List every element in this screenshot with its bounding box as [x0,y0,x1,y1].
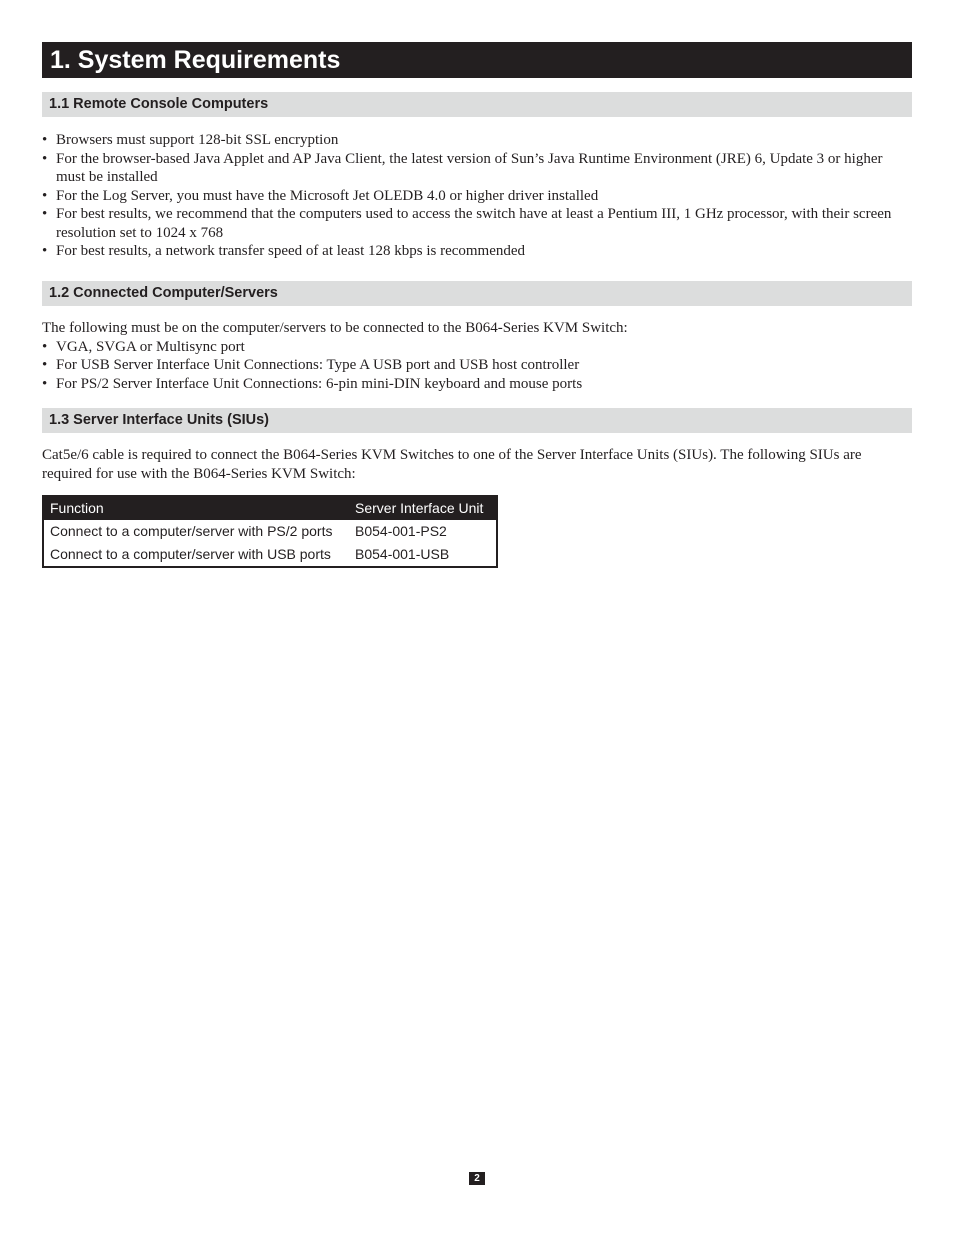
list-item: • For the Log Server, you must have the Microsoft Jet OLEDB 4.0 or higher driver installed [42,187,912,206]
list-item: • For PS/2 Server Interface Unit Connections: 6-pin mini-DIN keyboard and mouse ports [42,375,912,394]
table-cell-siu: B054-001-PS2 [355,523,447,539]
connected-servers-intro: The following must be on the computer/servers to be connected to the B064-Series KVM Switch: [42,319,628,336]
section-heading-connected-servers: 1.2 Connected Computer/Servers [42,281,912,306]
list-item: • VGA, SVGA or Multisync port [42,338,912,357]
list-item: • For best results, a network transfer speed of at least 128 kbps is recommended [42,242,912,261]
list-item: • For USB Server Interface Unit Connections: Type A USB port and USB host controller [42,356,912,375]
page-title: 1. System Requirements [42,42,912,78]
table-header-row [43,496,497,520]
table-cell-function: Connect to a computer/server with USB ports [50,546,331,562]
section-heading-server-interface-units: 1.3 Server Interface Units (SIUs) [42,408,912,433]
table-row [43,520,497,543]
column-header-function: Function [43,496,349,520]
remote-console-requirements-list [42,131,912,261]
siu-table [42,495,498,568]
list-item: • For best results, we recommend that the computers used to access the switch have at least a Pentium III, 1 GHz processor, with their screen resolution set to 1024 x 768 [42,205,912,242]
table-cell-siu: B054-001-USB [355,546,450,562]
list-item: • Browsers must support 128-bit SSL encryption [42,131,912,150]
connected-servers-requirements-list [42,338,912,394]
column-header-server-interface-unit: Server Interface Unit [349,496,497,520]
section-heading-remote-console: 1.1 Remote Console Computers [42,92,912,117]
server-interface-units-intro: Cat5e/6 cable is required to connect the B064-Series KVM Switches to one of the Server Interface Units (SIUs). The following SIUs are required for use with the B064-Series KVM Switch: [42,447,862,482]
document-page [42,42,912,568]
list-item: • For the browser-based Java Applet and AP Java Client, the latest version of Sun’s Java Runtime Environment (JRE) 6, Update 3 or higher must be installed [42,150,912,187]
page-number: 2 [469,1172,485,1185]
table-cell-function: Connect to a computer/server with PS/2 ports [50,523,333,539]
table-row [43,543,497,567]
